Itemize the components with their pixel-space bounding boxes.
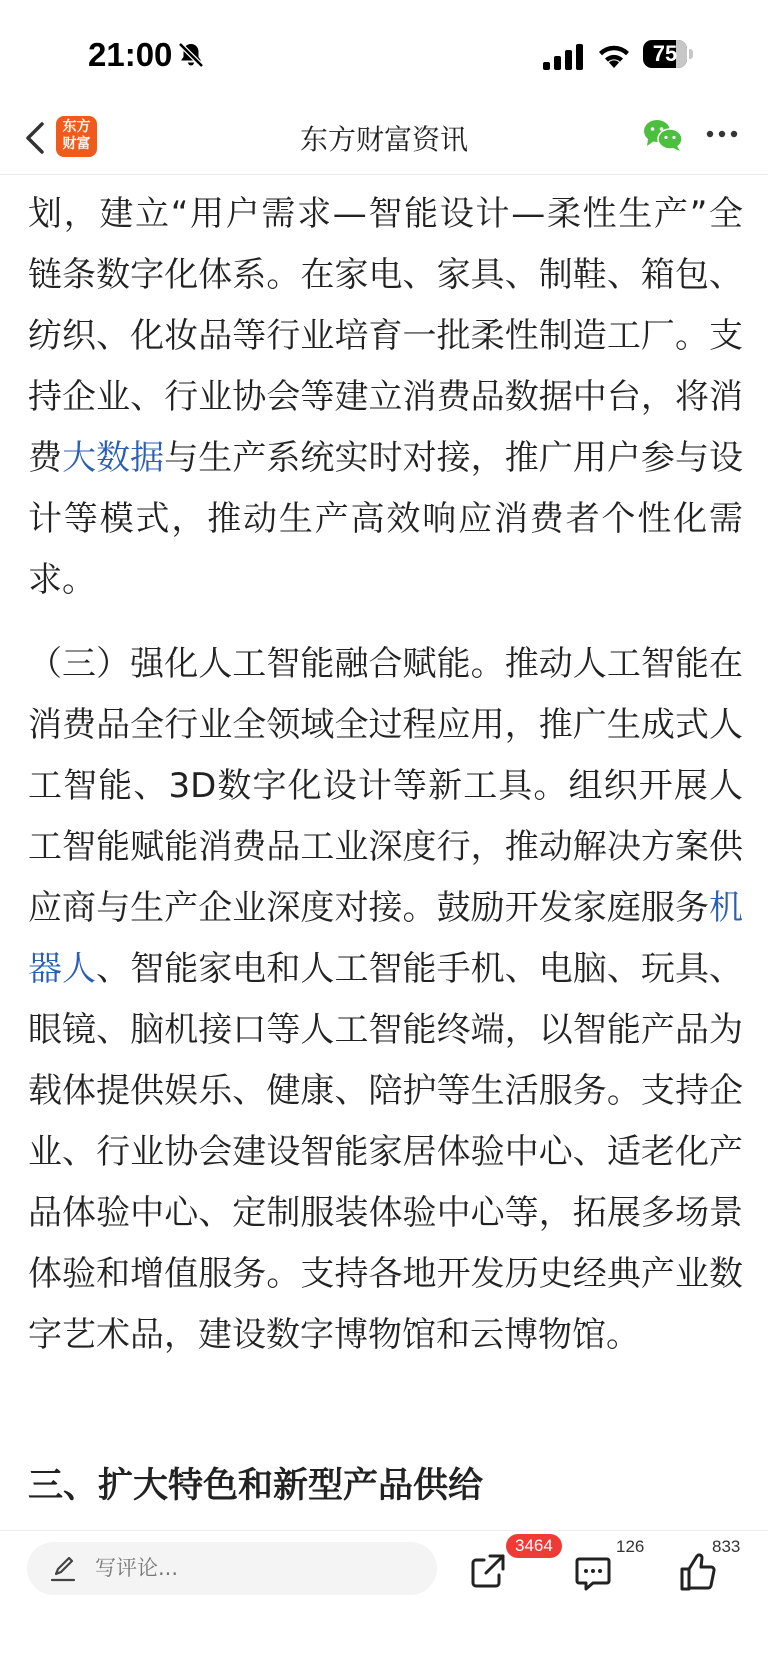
keyword-link-big-data[interactable]: 大数据 bbox=[62, 438, 165, 478]
comment-placeholder: 写评论... bbox=[95, 1556, 179, 1580]
page-title: 东方财富资讯 bbox=[299, 123, 468, 156]
article-paragraph bbox=[28, 184, 743, 611]
status-bar bbox=[0, 0, 768, 110]
paragraph-text: 与生产系统实时对接，推广用户参与设计等模式，推动生产高效响应消费者个性化需求。 bbox=[28, 438, 744, 600]
like-count: 833 bbox=[712, 1537, 741, 1556]
more-options-icon[interactable] bbox=[706, 128, 738, 140]
article-body bbox=[28, 184, 743, 1366]
comment-icon[interactable] bbox=[573, 1553, 613, 1593]
battery-icon bbox=[643, 40, 695, 70]
bottom-action-bar bbox=[0, 1530, 768, 1670]
pen-icon bbox=[49, 1554, 77, 1584]
logo-line-2: 财富 bbox=[62, 136, 91, 152]
paragraph-text: 、智能家电和人工智能手机、电脑、玩具、眼镜、脑机接口等人工智能终端，以智能产品为载体提供娱乐、健康、陪护等生活服务。支持企业、行业协会建设智能家居体验中心、适老化产品体验中心、定制服装体验中心等，拓展多场景体验和增值服务。支持各地开发历史经典产业数字艺术品，建设数字博物馆和云博物馆。 bbox=[28, 949, 744, 1355]
wifi-icon bbox=[596, 40, 632, 70]
bell-muted-icon bbox=[176, 40, 206, 70]
wechat-share-icon[interactable] bbox=[642, 118, 684, 152]
thumbs-up-icon[interactable] bbox=[678, 1551, 718, 1593]
keyword-link-robot[interactable]: 机器人 bbox=[28, 888, 743, 989]
battery-level: 75 bbox=[652, 41, 678, 66]
section-heading: 三、扩大特色和新型产品供给 bbox=[28, 1466, 484, 1506]
article-paragraph bbox=[28, 634, 743, 1366]
cellular-signal-icon bbox=[543, 44, 583, 70]
share-count-badge: 3464 bbox=[506, 1534, 562, 1558]
status-time: 21:00 bbox=[88, 36, 173, 73]
logo-line-1: 东方 bbox=[62, 119, 91, 135]
share-icon[interactable] bbox=[468, 1551, 508, 1591]
paragraph-text: （三）强化人工智能融合赋能。推动人工智能在消费品全行业全领域全过程应用，推广生成式人工智能、3D数字化设计等新工具。组织开展人工智能赋能消费品工业深度行，推动解决方案供应商与生产企业深度对接。鼓励开发家庭服务 bbox=[28, 644, 743, 928]
comment-count: 126 bbox=[616, 1537, 645, 1556]
comment-input[interactable] bbox=[27, 1542, 437, 1595]
paragraph-text: 划，建立“用户需求—智能设计—柔性生产”全链条数字化体系。在家电、家具、制鞋、箱包、纺织、化妆品等行业培育一批柔性制造工厂。支持企业、行业协会等建立消费品数据中台，将消费 bbox=[28, 194, 743, 478]
